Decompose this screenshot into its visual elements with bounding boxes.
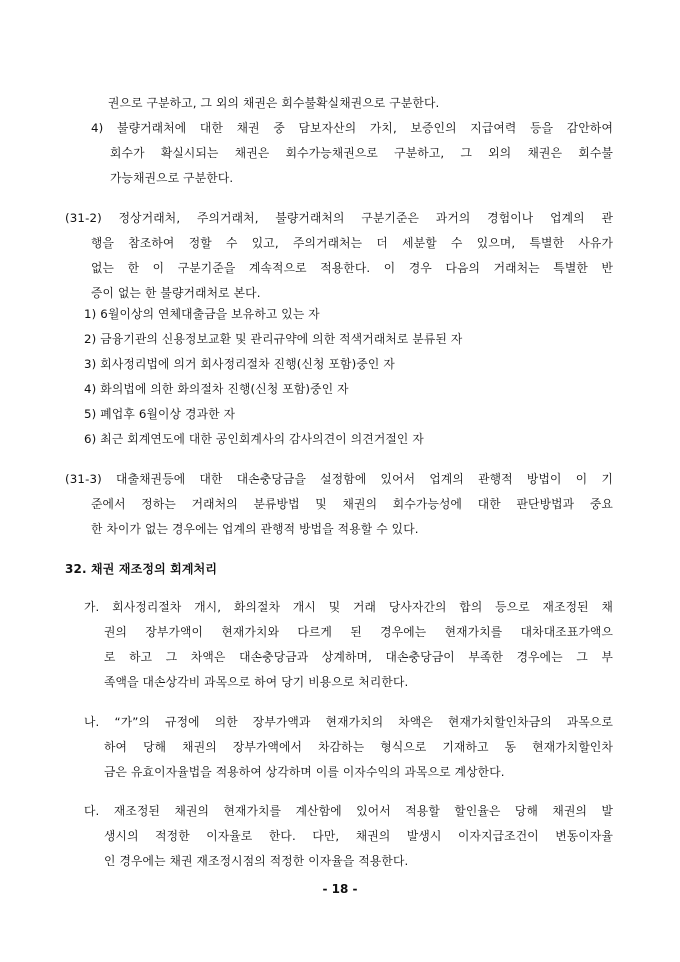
item4-line3: 가능채권으로 구분한다. bbox=[110, 171, 234, 185]
item3-continuation: 권으로 구분하고, 그 외의 채권은 회수불확실채권으로 구분한다. bbox=[108, 96, 440, 110]
list-item: 2) 금융기관의 신용정보교환 및 관리규약에 의한 적색거래처로 분류된 자 bbox=[84, 332, 463, 346]
para-31-3-line1: (31-3) 대출채권등에 대한 대손충당금을 설정함에 있어서 업계의 관행적 방법이 이 기 bbox=[65, 472, 613, 486]
para-ga-line1: 가. 회사정리절차 개시, 화의절차 개시 및 거래 당사자간의 합의 등으로 재조정된 채 bbox=[84, 600, 613, 614]
para-ga-line4: 족액을 대손상각비 과목으로 하여 당기 비용으로 처리한다. bbox=[104, 675, 409, 689]
para-na-line1: 나. “가”의 규정에 의한 장부가액과 현재가치의 차액은 현재가치할인차금의 과목으로 bbox=[84, 715, 613, 729]
para-na-line2: 하여 당해 채권의 장부가액에서 차감하는 형식으로 기재하고 동 현재가치할인차 bbox=[104, 740, 613, 754]
page-number: - 18 - bbox=[322, 882, 358, 896]
para-31-2-line3: 없는 한 이 구분기준을 계속적으로 적용한다. 이 경우 다음의 거래처는 특별한 반 bbox=[91, 261, 613, 275]
para-da-line1: 다. 재조정된 채권의 현재가치를 계산함에 있어서 적용할 할인율은 당해 채권의 발 bbox=[84, 804, 613, 818]
para-31-3-line3: 한 차이가 없는 경우에는 업계의 관행적 방법을 적용할 수 있다. bbox=[91, 522, 419, 536]
item4-line2: 회수가 확실시되는 채권은 회수가능채권으로 구분하고, 그 외의 채권은 회수불 bbox=[110, 146, 613, 160]
para-31-3-line2: 준에서 정하는 거래처의 분류방법 및 채권의 회수가능성에 대한 판단방법과 중요 bbox=[91, 497, 613, 511]
list-item: 4) 화의법에 의한 화의절차 진행(신청 포함)중인 자 bbox=[84, 382, 349, 396]
item4-line1: 4) 불량거래처에 대한 채권 중 담보자산의 가치, 보증인의 지급여력 등을 감안하여 bbox=[91, 121, 613, 135]
para-31-2-line4: 증이 없는 한 불량거래처로 본다. bbox=[91, 286, 261, 300]
para-31-2-line2: 행을 참조하여 정할 수 있고, 주의거래처는 더 세분할 수 있으며, 특별한 사유가 bbox=[91, 236, 613, 250]
para-na-line3: 금은 유효이자율법을 적용하여 상각하며 이를 이자수익의 과목으로 계상한다. bbox=[104, 765, 505, 779]
para-ga-line2: 권의 장부가액이 현재가치와 다르게 된 경우에는 현재가치를 대차대조표가액으 bbox=[104, 625, 613, 639]
list-item: 1) 6월이상의 연체대출금을 보유하고 있는 자 bbox=[84, 307, 320, 321]
para-da-line2: 생시의 적정한 이자율로 한다. 다만, 채권의 발생시 이자지급조건이 변동이자율 bbox=[104, 829, 613, 843]
list-item: 3) 회사정리법에 의거 회사정리절차 진행(신청 포함)중인 자 bbox=[84, 357, 395, 371]
para-31-2-line1: (31-2) 정상거래처, 주의거래처, 불량거래처의 구분기준은 과거의 경험이나 업계의 관 bbox=[65, 211, 613, 225]
para-ga-line3: 로 하고 그 차액은 대손충당금과 상계하며, 대손충당금이 부족한 경우에는 그 부 bbox=[104, 650, 613, 664]
list-item: 6) 최근 회계연도에 대한 공인회계사의 감사의견이 의견거절인 자 bbox=[84, 432, 424, 446]
para-da-line3: 인 경우에는 채권 재조정시점의 적정한 이자율을 적용한다. bbox=[104, 854, 409, 868]
list-item: 5) 폐업후 6월이상 경과한 자 bbox=[84, 407, 236, 421]
section-title: 32. 채권 재조정의 회계처리 bbox=[65, 562, 218, 576]
